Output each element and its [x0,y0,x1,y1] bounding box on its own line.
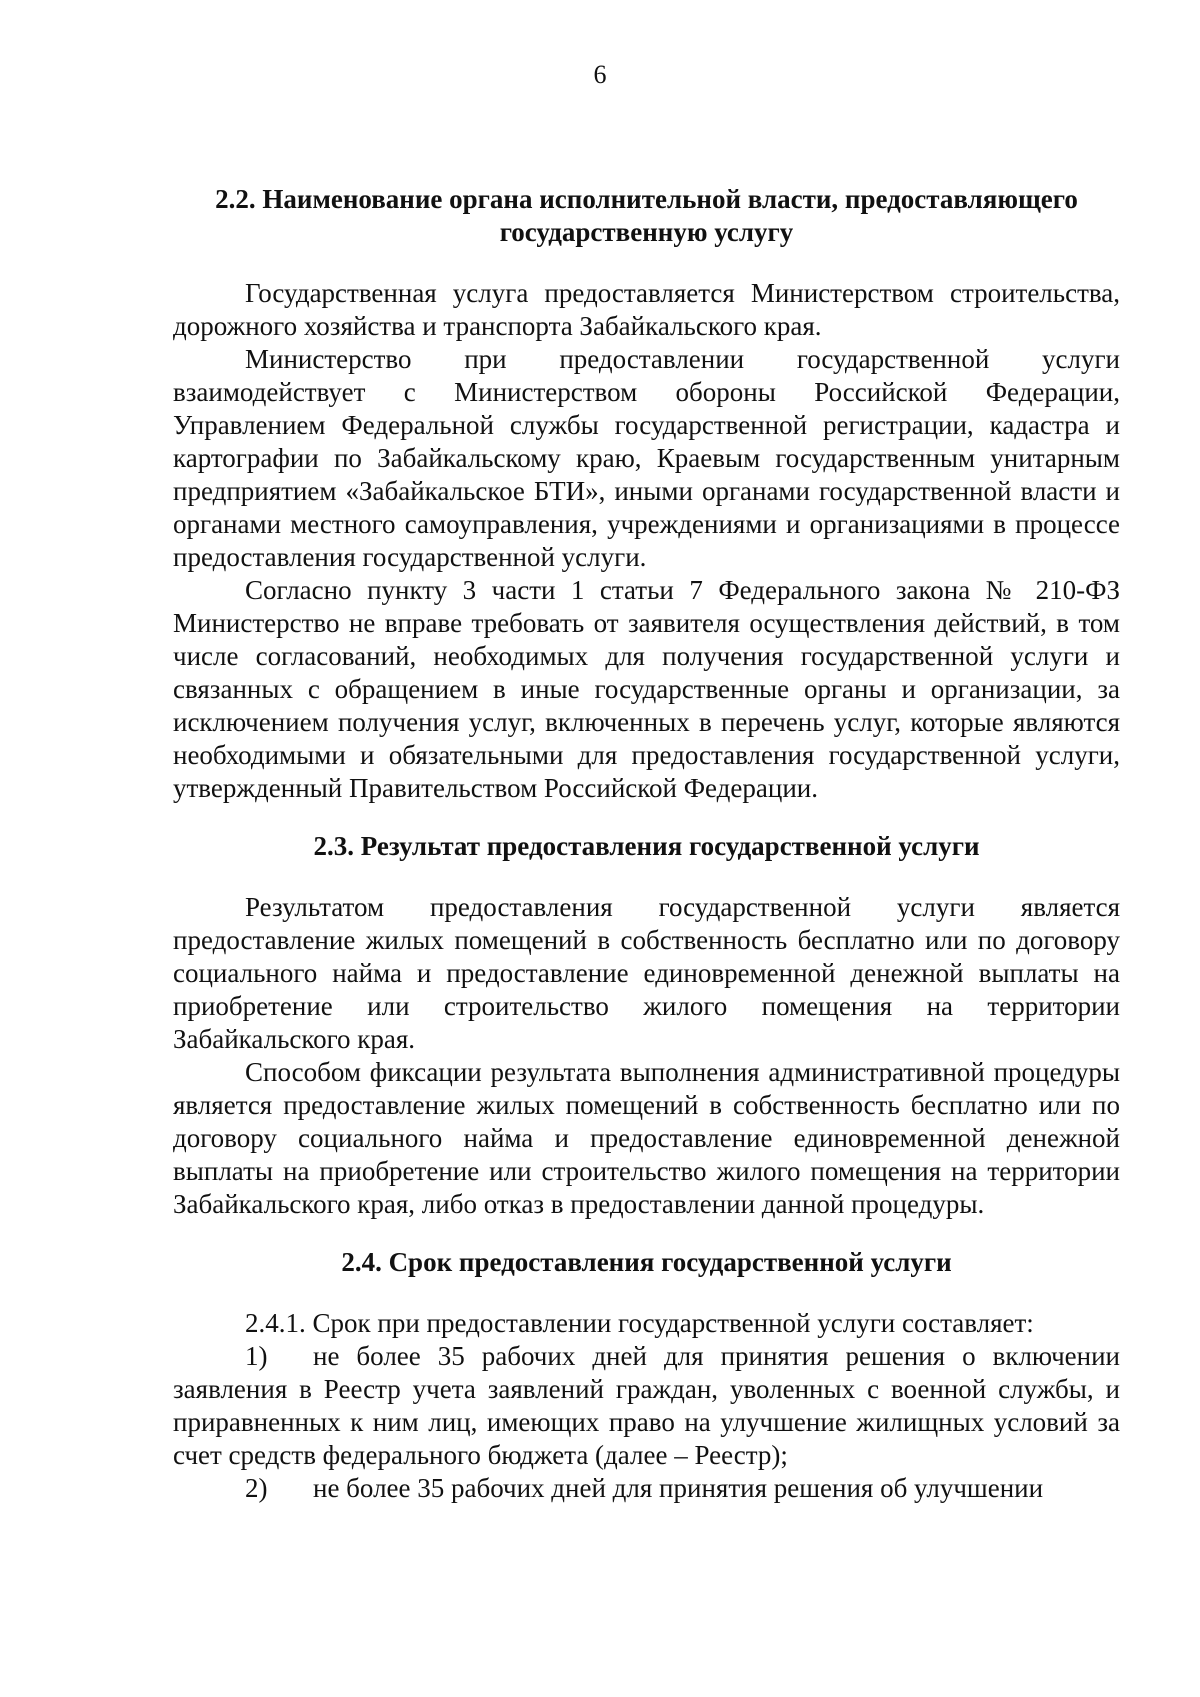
list-item-number: 2) [245,1473,268,1503]
list-item-text: не более 35 рабочих дней для принятия решения об улучшении [313,1473,1044,1503]
page-content [173,183,1120,1505]
paragraph-2-3-1: Результатом предоставления государственной услуги является предоставление жилых помещений в собственность бесплатно или по договору социального найма и предоставление единовременной денежной выплаты на приобретение или строительство жилого помещения на территории Забайкальского края. [173,892,1120,1054]
list-item [173,1472,1120,1505]
paragraph-2-4-1: 2.4.1. Срок при предоставлении государственной услуги составляет: [245,1308,1034,1338]
list-item-text: не более 35 рабочих дней для принятия решения о включении заявления в Реестр учета заявлений граждан, уволенных с военной службы, и приравненных к ним лиц, имеющих право на улучшение жилищных условий за счет средств федерального бюджета (далее – Реестр); [173,1341,1120,1470]
section-heading-2-2-line1: 2.2. Наименование органа исполнительной власти, предоставляющего [215,184,1078,214]
section-heading-2-4 [173,1246,1120,1279]
section-heading-2-2 [173,183,1120,249]
list-item [173,1340,1120,1472]
paragraph-2-2-1: Государственная услуга предоставляется Министерством строительства, дорожного хозяйства и транспорта Забайкальского края. [173,278,1120,341]
section-heading-2-3 [173,830,1120,863]
page-number: 6 [593,60,607,89]
section-heading-2-4-text: 2.4. Срок предоставления государственной услуги [341,1247,952,1277]
section-heading-2-3-text: 2.3. Результат предоставления государственной услуги [313,831,980,861]
paragraph-2-3-2: Способом фиксации результата выполнения административной процедуры является предоставление жилых помещений в собственность бесплатно или по договору социального найма и предоставление единовременной денежной выплаты на приобретение или строительство жилого помещения на территории Забайкальского края, либо отказ в предоставлении данной процедуры. [173,1057,1120,1219]
list-item-number: 1) [245,1341,268,1371]
paragraph-2-2-2: Министерство при предоставлении государственной услуги взаимодействует с Министерством обороны Российской Федерации, Управлением Федеральной службы государственной регистрации, кадастра и картографии по Забайкальскому краю, Краевым государственным унитарным предприятием «Забайкальское БТИ», иными органами государственной власти и органами местного самоуправления, учреждениями и организациями в процессе предоставления государственной услуги. [173,344,1120,572]
section-heading-2-2-line2: государственную услугу [499,217,794,247]
paragraph-2-2-3: Согласно пункту 3 части 1 статьи 7 Федерального закона № 210-ФЗ Министерство не вправе требовать от заявителя осуществления действий, в том числе согласований, необходимых для получения государственной услуги и связанных с обращением в иные государственные органы и организации, за исключением получения услуг, включенных в перечень услуг, которые являются необходимыми и обязательными для предоставления государственной услуги, утвержденный Правительством Российской Федерации. [173,575,1120,803]
